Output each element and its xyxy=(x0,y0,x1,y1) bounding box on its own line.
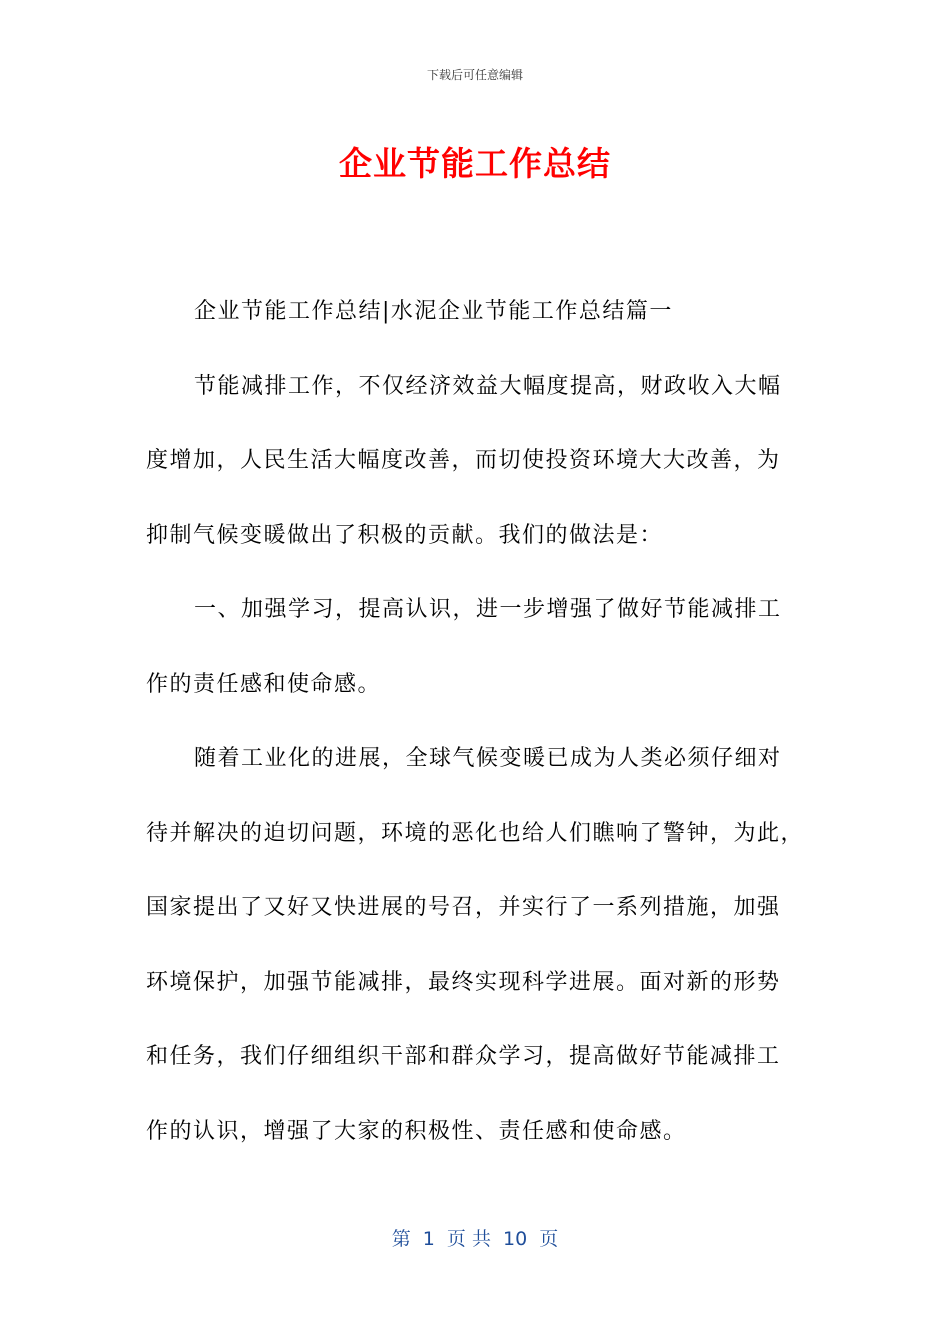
document-title: 企业节能工作总结 xyxy=(339,144,611,183)
body-line: 环境保护，加强节能减排，最终实现科学进展。面对新的形势 xyxy=(146,969,781,995)
body-line: 一、加强学习，提高认识，进一步增强了做好节能减排工 xyxy=(194,597,782,622)
body-line: 待并解决的迫切问题，环境的恶化也给人们瞧响了警钟，为此， xyxy=(146,820,805,846)
header-note: 下载后可任意编辑 xyxy=(426,68,523,82)
body-line: 国家提出了又好又快进展的号召，并实行了一系列措施，加强 xyxy=(146,895,781,920)
body-line: 作的认识，增强了大家的积极性、责任感和使命感。 xyxy=(146,1118,687,1144)
document-body xyxy=(146,275,806,1169)
body-line: 节能减排工作，不仅经济效益大幅度提高，财政收入大幅 xyxy=(194,373,782,399)
page-footer: 第 1 页 共 10 页 xyxy=(391,1228,559,1250)
body-line: 抑制气候变暖做出了积极的贡献。我们的做法是： xyxy=(146,522,664,548)
body-line: 度增加，人民生活大幅度改善，而切使投资环境大大改善，为 xyxy=(146,448,781,473)
body-line: 随着工业化的进展，全球气候变暖已成为人类必须仔细对 xyxy=(194,746,782,771)
body-line: 作的责任感和使命感。 xyxy=(146,671,382,697)
body-line: 和任务，我们仔细组织干部和群众学习，提高做好节能减排工 xyxy=(146,1044,781,1069)
body-line: 企业节能工作总结|水泥企业节能工作总结篇一 xyxy=(194,299,673,324)
